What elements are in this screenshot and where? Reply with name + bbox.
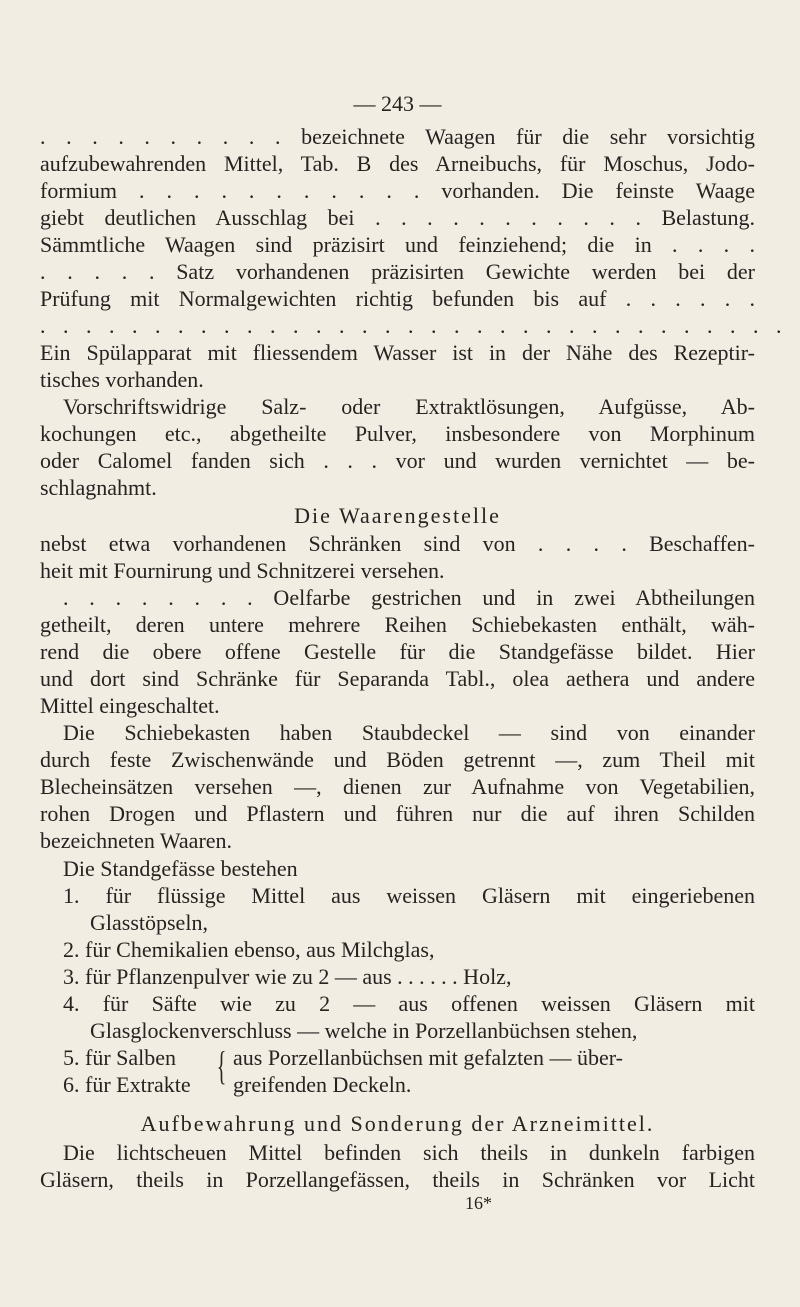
- section-heading: Die Waarengestelle: [294, 503, 501, 528]
- list-item-shared-text: aus Porzellanbüchsen mit gefalzten — über-: [233, 1045, 623, 1070]
- brace-icon: {: [216, 1043, 227, 1088]
- text-line: Die Standgefässe bestehen: [63, 856, 298, 881]
- text-line: und dort sind Schränke für Separanda Tabl., olea aethera und andere: [40, 666, 755, 691]
- text-line: . . . . . Satz vorhandenen präzisirten Gewichte werden bei der: [40, 259, 755, 284]
- text-line: Die Schiebekasten haben Staubdeckel — sind von einander: [63, 720, 755, 745]
- list-item: 4. für Säfte wie zu 2 — aus offenen weissen Gläsern mit: [63, 991, 755, 1016]
- section-heading: Aufbewahrung und Sonderung der Arzneimittel.: [140, 1111, 655, 1136]
- list-item: 1. für flüssige Mittel aus weissen Gläsern mit eingeriebenen: [63, 883, 755, 908]
- list-item-continuation: Glasglockenverschluss — welche in Porzellanbüchsen stehen,: [90, 1018, 638, 1043]
- text-line: Blecheinsätzen versehen —, dienen zur Aufnahme von Vegetabilien,: [40, 774, 755, 799]
- text-line: oder Calomel fanden sich . . . vor und wurden vernichtet — be-: [40, 448, 755, 473]
- text-line: aufzubewahrenden Mittel, Tab. B des Arneibuchs, für Moschus, Jodo-: [40, 151, 755, 176]
- dotted-line: . . . . . . . . . . . . . . . . . . . . . . . . . . . . . . . . .: [40, 313, 788, 338]
- list-item-continuation: Glasstöpseln,: [90, 910, 208, 935]
- page-number: — 243 —: [353, 91, 442, 116]
- text-line: Prüfung mit Normalgewichten richtig befunden bis auf . . . . . .: [40, 286, 755, 311]
- text-line: schlagnahmt.: [40, 475, 157, 500]
- text-line: tisches vorhanden.: [40, 367, 204, 392]
- signature-mark: 16*: [465, 1193, 492, 1213]
- text-line: getheilt, deren untere mehrere Reihen Schiebekasten enthält, wäh-: [40, 612, 755, 637]
- list-item-shared-text: greifenden Deckeln.: [233, 1072, 412, 1097]
- text-line: Mittel eingeschaltet.: [40, 693, 220, 718]
- text-line: durch feste Zwischenwände und Böden getrennt —, zum Theil mit: [40, 747, 755, 772]
- text-line: Sämmtliche Waagen sind präzisirt und feinziehend; die in . . . .: [40, 232, 755, 257]
- text-line: nebst etwa vorhandenen Schränken sind von . . . . Beschaffen-: [40, 531, 755, 556]
- list-item: 3. für Pflanzenpulver wie zu 2 — aus . . . . . . Holz,: [63, 964, 512, 989]
- text-line: formium . . . . . . . . . . . vorhanden. Die feinste Waage: [40, 178, 755, 203]
- text-line: giebt deutlichen Ausschlag bei . . . . . . . . . . . Belastung.: [40, 205, 755, 230]
- text-line: Die lichtscheuen Mittel befinden sich theils in dunkeln farbigen: [63, 1140, 755, 1165]
- list-item: 6. für Extrakte: [63, 1072, 191, 1097]
- text-line: kochungen etc., abgetheilte Pulver, insbesondere von Morphinum: [40, 421, 755, 446]
- text-line: rend die obere offene Gestelle für die Standgefässe bildet. Hier: [40, 639, 755, 664]
- text-line: rohen Drogen und Pflastern und führen nur die auf ihren Schilden: [40, 801, 755, 826]
- text-line: Vorschriftswidrige Salz- oder Extraktlösungen, Aufgüsse, Ab-: [63, 394, 755, 419]
- text-line: heit mit Fournirung und Schnitzerei versehen.: [40, 558, 445, 583]
- text-line: Gläsern, theils in Porzellangefässen, theils in Schränken vor Licht: [40, 1167, 755, 1192]
- list-item: 2. für Chemikalien ebenso, aus Milchglas,: [63, 937, 435, 962]
- text-line: bezeichneten Waaren.: [40, 828, 233, 853]
- text-line: . . . . . . . . Oelfarbe gestrichen und in zwei Abtheilungen: [63, 585, 755, 610]
- text-line: Ein Spülapparat mit fliessendem Wasser ist in der Nähe des Rezeptir-: [40, 340, 755, 365]
- text-line: . . . . . . . . . . bezeichnete Waagen für die sehr vorsichtig: [40, 124, 755, 149]
- list-item: 5. für Salben: [63, 1045, 177, 1070]
